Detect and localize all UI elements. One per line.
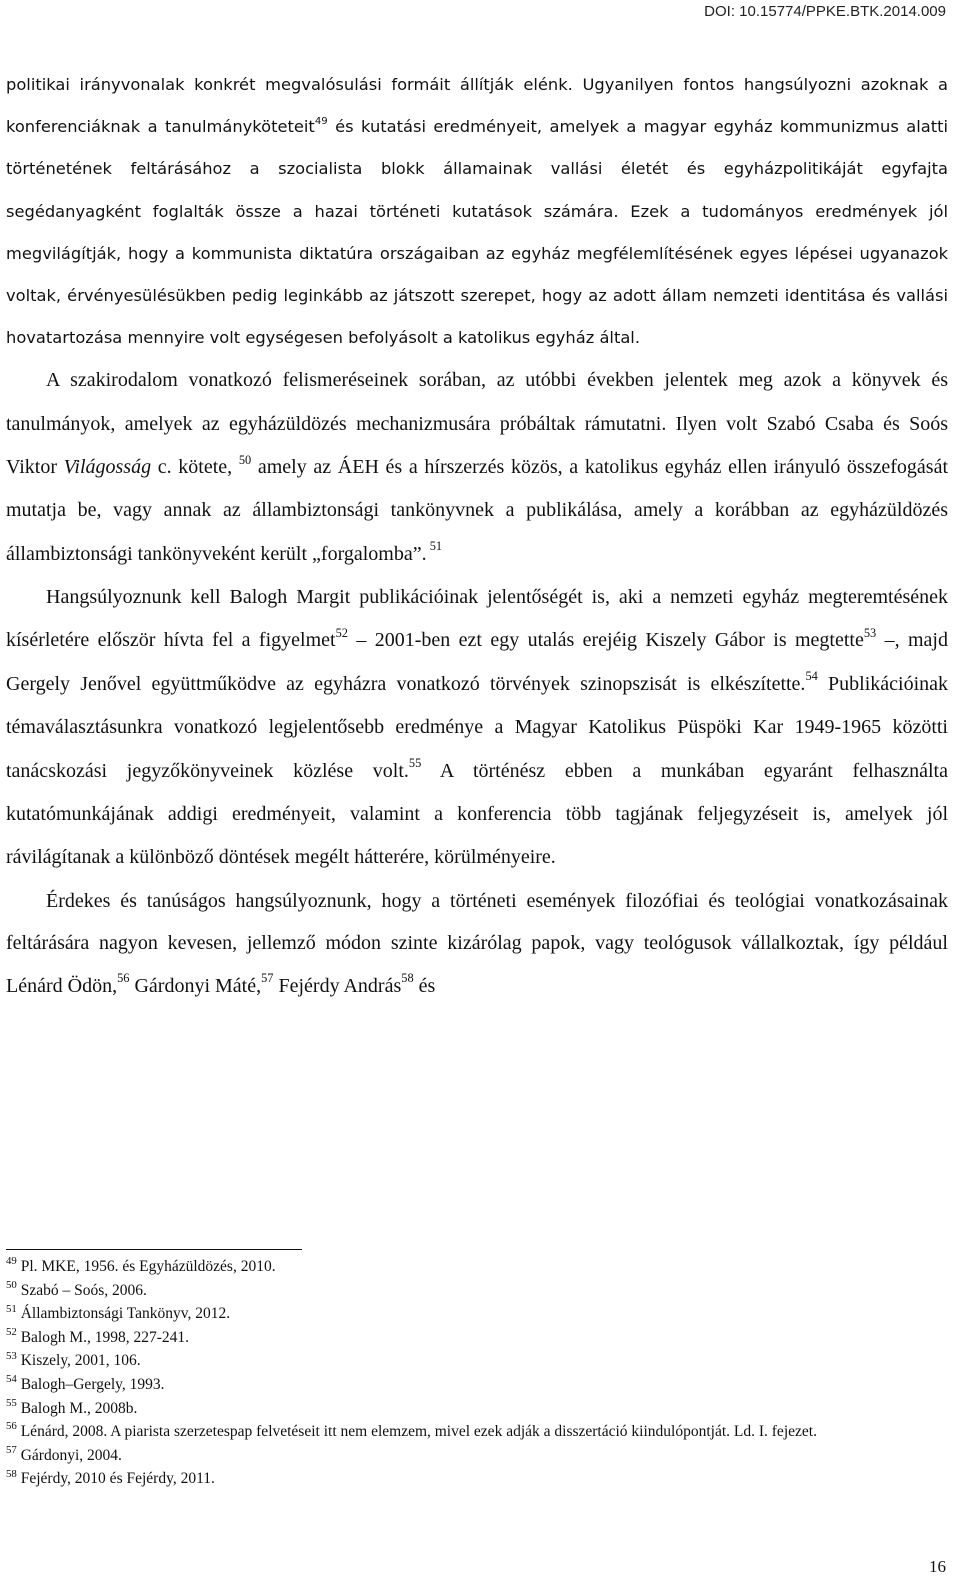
footnote-divider [6,1249,302,1250]
footnote-number: 53 [6,1349,17,1362]
footnote-55 [6,1397,948,1421]
footnote-number: 57 [6,1444,17,1457]
footnote-ref-56: 56 [117,971,130,986]
footnote-text: Kiszely, 2001, 106. [16,1352,141,1370]
text-span: Gárdonyi Máté, [129,974,262,997]
footnote-number: 56 [6,1420,17,1433]
footnote-53 [6,1349,948,1373]
footnote-57 [6,1444,948,1468]
footnote-text: Gárdonyi, 2004. [16,1446,122,1464]
footnote-ref-54: 54 [805,669,818,684]
footnote-text: Balogh–Gergely, 1993. [16,1375,165,1393]
footnote-text: Balogh M., 1998, 227-241. [16,1328,190,1346]
footnote-52 [6,1326,948,1350]
text-span: Hangsúlyoznunk kell Balogh Margit publikációinak jelentőségét is, aki a nemzeti egyház megteremtésének kísérletére először hívta fel a figyelmet [6,585,948,652]
footnote-text: Fejérdy, 2010 és Fejérdy, 2011. [16,1470,215,1488]
text-span: – 2001-ben ezt egy utalás erejéig Kiszely Gábor is megtette [347,629,864,652]
text-span: politikai irányvonalak konkrét megvalósulási formáit állítják elénk. Ugyanilyen fontos hangsúlyozni azoknak a konferenciáknak a tanulmányköteteit [6,75,948,137]
footnote-56 [6,1420,948,1444]
main-text [6,64,948,1007]
footnote-54 [6,1373,948,1397]
text-span: A történész ebben a munkában egyaránt felhasználta kutatómunkájának addigi eredményeit, valamint a konferencia több tagjának feljegyzéseit is, amelyek jól rávilágítanak a különböző döntések megélt hátterére, körülményeire. [6,759,948,869]
footnote-58 [6,1467,948,1491]
paragraph-4 [6,880,948,1008]
footnote-text: Balogh M., 2008b. [16,1399,138,1417]
footnote-number: 49 [6,1255,17,1268]
footnote-49 [6,1255,948,1279]
footnote-ref-51: 51 [426,539,443,554]
footnote-ref-57: 57 [261,971,274,986]
paragraph-3 [6,576,948,880]
text-span: Fejérdy András [273,974,402,997]
text-span: A szakirodalom vonatkozó felismeréseinek sorában, az utóbbi években jelentek meg azok a könyvek és tanulmányok, amelyek az egyházüldözés mechanizmusára próbáltak rámutatni. Ilyen volt Szabó Csaba és Soós Viktor [6,369,948,479]
footnote-text: Lénárd, 2008. A piarista szerzetespap felvetéseit itt nem elemzem, mivel ezek adják a disszertáció kiindulópontját. Ld. I. fejezet. [16,1423,817,1441]
text-span: Érdekes és tanúságos hangsúlyoznunk, hogy a történeti események filozófiai és teológiai vonatkozásainak feltárására nagyon kevesen, jellemző módon szinte kizárólag papok, vagy teológusok vállalkoztak, így például Lénárd Ödön, [6,889,948,997]
text-span: és kutatási eredményeit, amelyek a magyar egyház kommunizmus alatti történetének feltárásához a szocialista blokk államainak vallási életét és egyházpolitikáját egyfajta segédanyagként foglalták össze a hazai történeti kutatások számára. Ezek a tudományos eredmények jól megvilágítják, hogy a kommunista diktatúra országaiban az egyház megfélemlítésének egyes lépései ugyanazok voltak, érvényesülésükben pedig leginkább az játszott szerepet, hogy az adott állam nemzeti identitása és vallási hovatartozása mennyire volt egységesen befolyásolt a katolikus egyház által. [6,117,949,348]
footnote-51 [6,1302,948,1326]
footnote-text: Pl. MKE, 1956. és Egyházüldözés, 2010. [16,1258,276,1275]
footnote-ref-58: 58 [401,971,414,986]
footnotes [6,1255,948,1491]
paragraph-1 [6,64,948,359]
footnote-number: 50 [6,1278,17,1291]
footnote-number: 51 [6,1302,17,1315]
footnote-text: Állambiztonsági Tankönyv, 2012. [16,1305,231,1323]
text-span: –, majd Gergely Jenővel együttműködve az egyházra vonatkozó törvények szinopszisát is elkészítette. [6,629,948,695]
footnote-ref-52: 52 [335,625,348,640]
text-span: és [413,974,436,997]
footnote-number: 54 [6,1373,17,1386]
footnote-number: 52 [6,1326,17,1339]
text-span: c. kötete, [151,456,239,479]
footnote-ref-50: 50 [238,452,252,467]
footnote-ref-55: 55 [408,756,422,771]
footnote-ref-49: 49 [314,116,328,128]
paragraph-2 [6,359,948,575]
footnote-number: 55 [6,1396,17,1409]
text-span: amely az ÁEH és a hírszerzés közös, a katolikus egyház ellen irányuló összefogását mutatja be, vagy annak az állambiztonsági tankönyvnek a publikálása, amely a korábban az egyházüldözés állambiztonsági tankönyveként került „forgalomba”. [6,456,949,565]
book-title: Világosság [63,456,152,479]
footnote-text: Szabó – Soós, 2006. [16,1281,147,1299]
footnote-ref-53: 53 [863,625,877,640]
footnote-number: 58 [6,1467,17,1480]
page-number: 16 [929,1557,946,1576]
text-span: Publikációinak témaválasztásunkra vonatkozó legjelentősebb eredménye a Magyar Katolikus Püspöki Kar 1949-1965 közötti tanácskozási jegyzőkönyveinek közlése volt. [6,672,948,782]
doi-header: DOI: 10.15774/PPKE.BTK.2014.009 [704,3,946,20]
footnote-50 [6,1279,948,1303]
